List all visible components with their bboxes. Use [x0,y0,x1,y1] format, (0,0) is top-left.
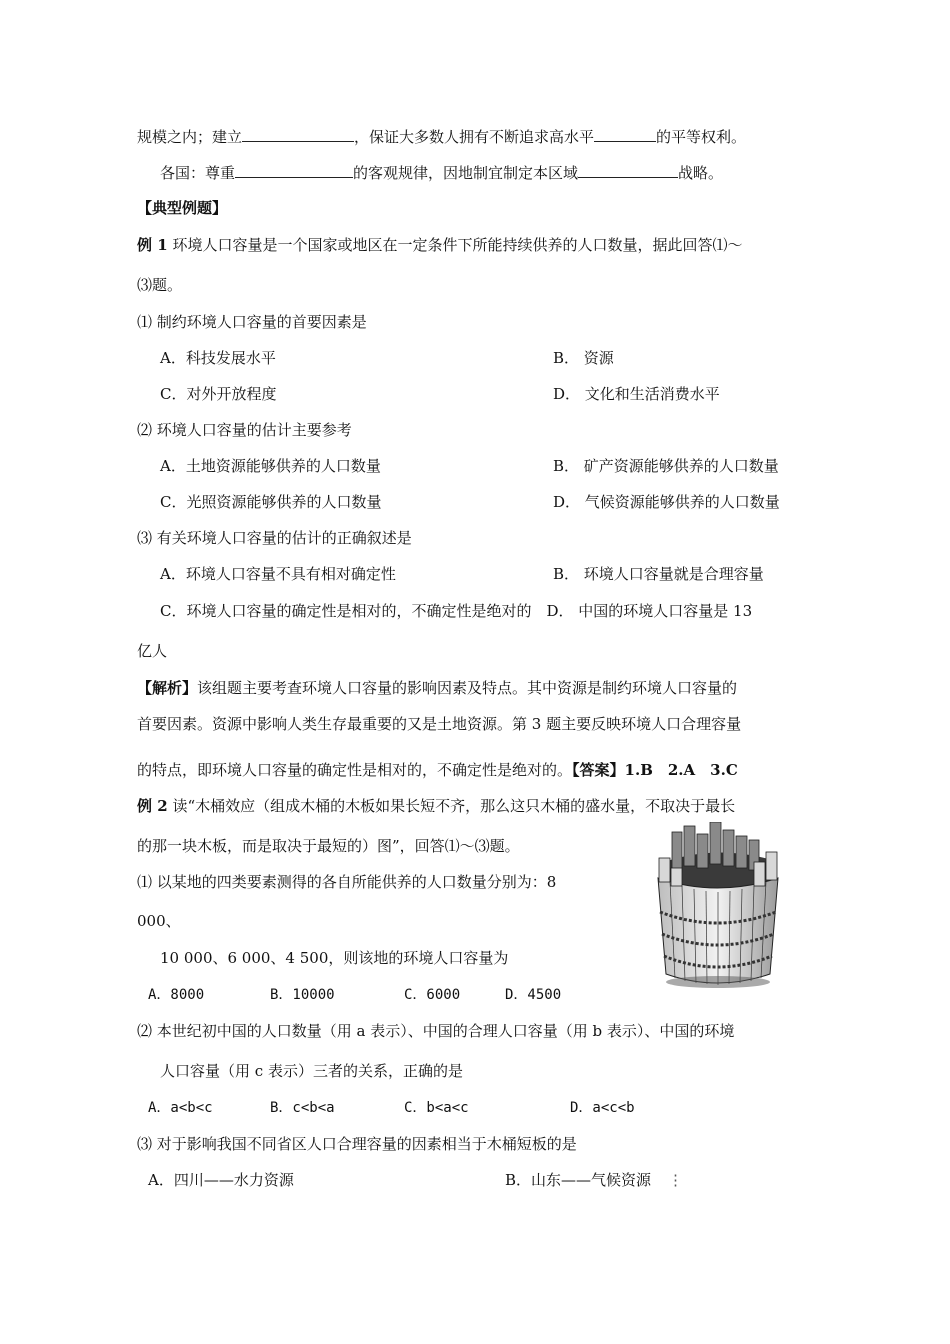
analysis-label: 【解析】 [137,679,198,697]
ex2-q2-option-a: A．a<b<c [148,1100,213,1116]
ex2-q1-stem-line-3: 10 000、6 000、4 500，则该地的环境人口容量为 [160,949,509,967]
analysis-text: 的特点，即环境人口容量的确定性是相对的，不确定性是绝对的。 [137,761,573,779]
ex1-stem-line-2: ⑶题。 [137,276,183,294]
ex2-q2-option-d: D．a<c<b [570,1100,635,1116]
intro-text: 的平等权利。 [656,128,747,146]
ex2-q1-stem-line-2: 000、 [137,912,181,930]
ex1-q2-option-a: A．土地资源能够供养的人口数量 [160,457,381,475]
ex2-stem-text: 读“木桶效应（组成木桶的木板如果长短不齐，那么这只木桶的盛水量，不取决于最长 [172,797,736,815]
intro-text: 的客观规律，因地制宜制定本区域 [353,164,579,182]
ex2-q1-option-c: C．6000 [404,987,461,1003]
ex1-analysis-line-2: 首要因素。资源中影响人类生存最重要的又是土地资源。第 3 题主要反映环境人口合理容量 [137,715,742,733]
ex2-q3-stem: ⑶ 对于影响我国不同省区人口合理容量的因素相当于木桶短板的是 [137,1135,577,1153]
ex2-q2-option-b: B．c<b<a [270,1100,335,1116]
ex1-q3-options-cd: C．环境人口容量的确定性是相对的，不确定性是绝对的 D． 中国的环境人口容量是 13 [160,602,753,620]
intro-line-2 [160,162,723,183]
ellipsis-mark: ⋮ [668,1171,683,1189]
ex1-analysis-line-3 [137,760,738,780]
intro-text: ，保证大多数人拥有不断追求高水平 [354,128,595,146]
ex2-q2-option-c: C．b<a<c [404,1100,469,1116]
analysis-text: 该组题主要考查环境人口容量的影响因素及特点。其中资源是制约环境人口容量的 [197,679,738,697]
ex1-q2-option-c: C．光照资源能够供养的人口数量 [160,493,382,511]
ex1-stem-text: 环境人口容量是一个国家或地区在一定条件下所能持续供养的人口数量，据此回答⑴～ [172,236,743,254]
ex1-q1-option-b: B． 资源 [553,349,614,367]
ex2-q2-stem-line-2: 人口容量（用 c 表示）三者的关系，正确的是 [160,1062,463,1080]
ex1-q1-option-c: C．对外开放程度 [160,385,277,403]
ex2-q3-option-a: A．四川——水力资源 [148,1171,294,1189]
ex2-stem-line-2: 的那一块木板，而是取决于最短的）图”，回答⑴～⑶题。 [137,837,520,855]
ex2-q3-option-b: B．山东——气候资源 [505,1171,652,1189]
fill-blank [578,162,678,178]
answer-text: 1.B 2.A 3.C [624,761,738,779]
ex1-q2-option-d: D． 气候资源能够供养的人口数量 [553,493,780,511]
ex2-stem-line-1 [137,796,735,816]
fill-blank [242,126,354,142]
ex1-analysis-line-1 [137,678,737,698]
ex1-q3-option-b: B． 环境人口容量就是合理容量 [553,565,764,583]
example-label: 例 1 [137,236,168,254]
ex1-q1-option-a: A．科技发展水平 [160,349,276,367]
ex1-q1-option-d: D． 文化和生活消费水平 [553,385,720,403]
ex1-q3-stem: ⑶ 有关环境人口容量的估计的正确叙述是 [137,529,412,547]
section-title: 【典型例题】 [137,199,228,217]
answer-label: 【答案】 [572,761,625,779]
intro-text: 战略。 [678,164,724,182]
ex1-q2-stem: ⑵ 环境人口容量的估计主要参考 [137,421,352,439]
wooden-bucket-image [650,822,785,990]
ex2-q1-option-a: A．8000 [148,987,205,1003]
ex1-stem-line-1 [137,235,742,255]
fill-blank [594,126,656,142]
ex1-q3-options-cd-cont: 亿人 [137,642,168,660]
intro-line-1 [137,126,746,147]
ex1-q1-stem: ⑴ 制约环境人口容量的首要因素是 [137,313,367,331]
ex2-q1-stem-line-1: ⑴ 以某地的四类要素测得的各自所能供养的人口数量分别为：8 [137,873,557,891]
ex1-q3-option-a: A．环境人口容量不具有相对确定性 [160,565,396,583]
ex2-q1-option-d: D．4500 [505,987,562,1003]
intro-text: 规模之内；建立 [137,128,243,146]
ex1-q2-option-b: B． 矿产资源能够供养的人口数量 [553,457,779,475]
ex2-q2-stem-line-1: ⑵ 本世纪初中国的人口数量（用 a 表示）、中国的合理人口容量（用 b 表示）、中国的环境 [137,1022,735,1040]
intro-text: 各国：尊重 [160,164,236,182]
fill-blank [235,162,353,178]
ex2-q1-option-b: B．10000 [270,987,335,1003]
example-label: 例 2 [137,797,168,815]
